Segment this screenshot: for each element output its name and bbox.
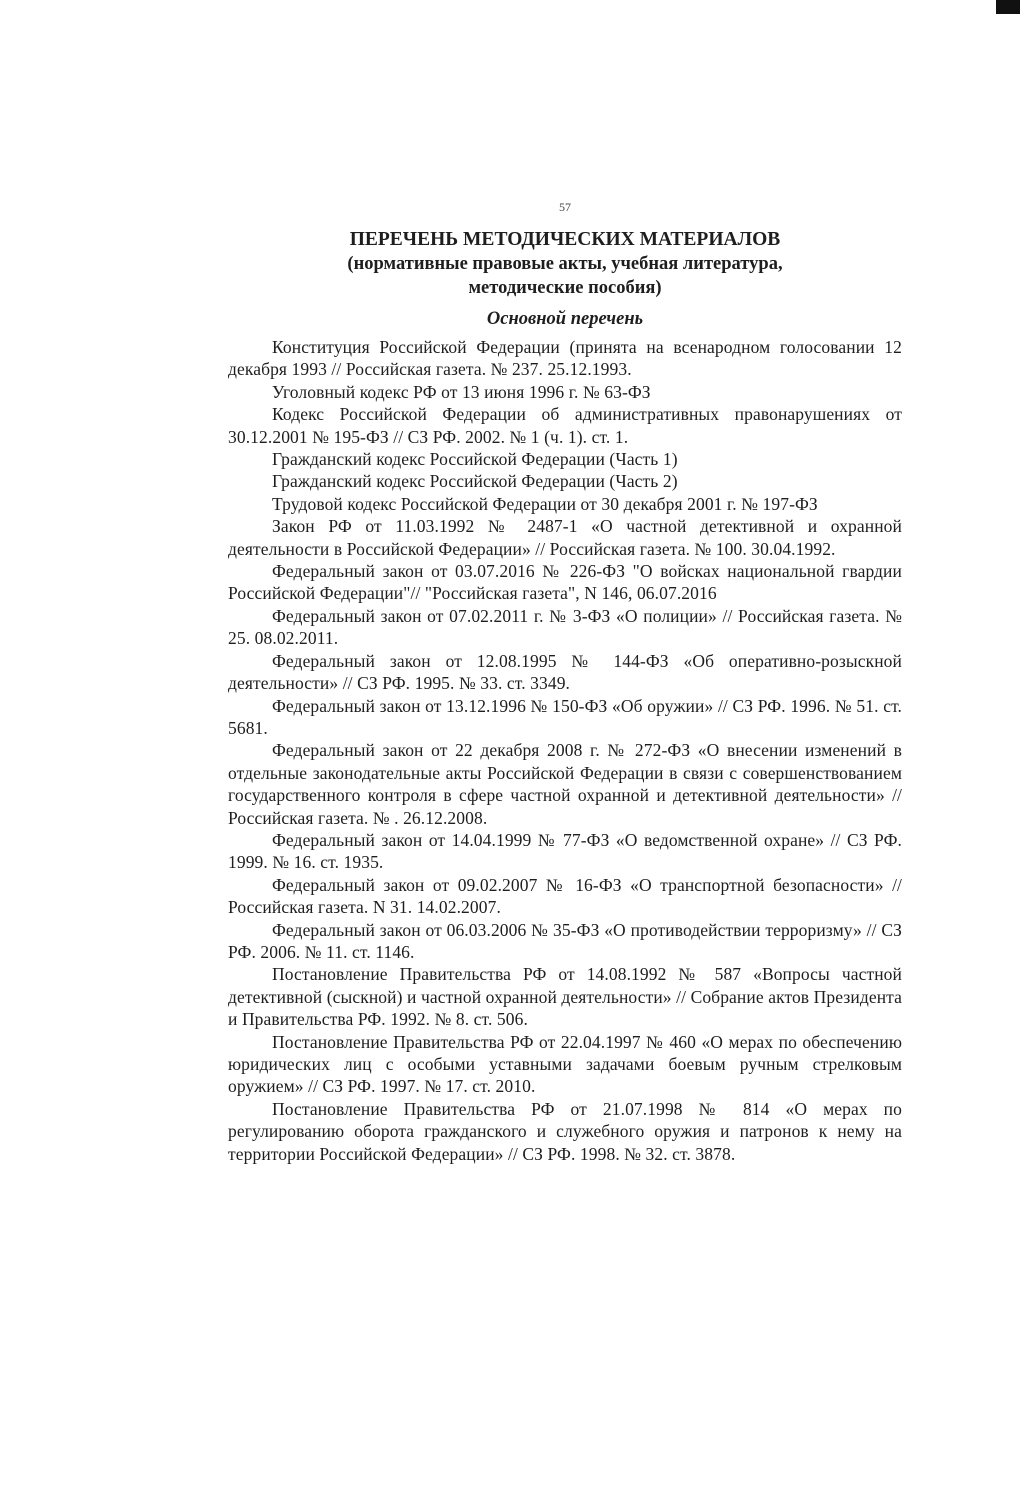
reference-item: Федеральный закон от 22 декабря 2008 г. № 272-ФЗ «О внесении изменений в отдельные законодательные акты Российской Федерации в связи с совершенствованием государственного контроля в сфере частной охранной и детективной деятельности» // Российская газета. № . 26.12.2008. — [228, 740, 902, 828]
reference-item: Федеральный закон от 14.04.1999 № 77-ФЗ «О ведомственной охране» // СЗ РФ. 1999. № 16. ст. 1935. — [228, 829, 902, 873]
document-subtitle-line-1: (нормативные правовые акты, учебная литература, — [347, 254, 783, 274]
reference-item: Федеральный закон от 07.02.2011 г. № 3-ФЗ «О полиции» // Российская газета. № 25. 08.02.2011. — [228, 605, 902, 649]
reference-item: Кодекс Российской Федерации об административных правонарушениях от 30.12.2001 № 195-ФЗ // СЗ РФ. 2002. № 1 (ч. 1). ст. 1. — [228, 404, 902, 447]
page-number: 57 — [559, 200, 571, 214]
document-heading — [228, 228, 902, 300]
reference-item: Федеральный закон от 13.12.1996 № 150-ФЗ «Об оружии» // СЗ РФ. 1996. № 51. ст. 5681. — [228, 695, 902, 738]
reference-item: Федеральный закон от 06.03.2006 № 35-ФЗ «О противодействии терроризму» // СЗ РФ. 2006. № 11. ст. 1146. — [228, 919, 902, 962]
reference-item: Уголовный кодекс РФ от 13 июня 1996 г. № 63-ФЗ — [272, 381, 651, 402]
reference-item: Федеральный закон от 03.07.2016 № 226-ФЗ "О войсках национальной гвардии Российской Федерации"// "Российская газета", N 146, 06.07.2016 — [228, 561, 902, 604]
reference-item: Постановление Правительства РФ от 22.04.1997 № 460 «О мерах по обеспечению юридических лиц с особыми уставными задачами боевым ручным стрелковым оружием» // СЗ РФ. 1997. № 17. ст. 2010. — [228, 1031, 902, 1097]
section-title: Основной перечень — [486, 309, 644, 329]
reference-list — [228, 336, 902, 1165]
reference-item: Гражданский кодекс Российской Федерации (Часть 2) — [272, 471, 678, 492]
reference-item: Федеральный закон от 09.02.2007 № 16-ФЗ «О транспортной безопасности» // Российская газета. N 31. 14.02.2007. — [228, 874, 902, 918]
scan-edge-mark — [996, 0, 1020, 14]
reference-item: Трудовой кодекс Российской Федерации от 30 декабря 2001 г. № 197-ФЗ — [272, 493, 818, 514]
document-title: ПЕРЕЧЕНЬ МЕТОДИЧЕСКИХ МАТЕРИАЛОВ — [349, 229, 781, 250]
reference-item: Постановление Правительства РФ от 14.08.1992 № 587 «Вопросы частной детективной (сыскной) и частной охранной деятельности» // Собрание актов Президента и Правительства РФ. 1992. № 8. ст. 506. — [228, 964, 902, 1030]
reference-item: Закон РФ от 11.03.1992 № 2487-1 «О частной детективной и охранной деятельности в Российской Федерации» // Российская газета. № 100. 30.04.1992. — [228, 516, 902, 559]
reference-item: Гражданский кодекс Российской Федерации (Часть 1) — [272, 449, 678, 470]
document-subtitle-line-2: методические пособия) — [468, 278, 662, 298]
reference-item: Постановление Правительства РФ от 21.07.1998 № 814 «О мерах по регулированию оборота гражданского и служебного оружия и патронов к нему на территории Российской Федерации» // СЗ РФ. 1998. № 32. ст. 3878. — [228, 1098, 902, 1164]
reference-item: Федеральный закон от 12.08.1995 № 144-ФЗ «Об оперативно-розыскной деятельности» // СЗ РФ. 1995. № 33. ст. 3349. — [228, 650, 902, 694]
reference-item: Конституция Российской Федерации (принята на всенародном голосовании 12 декабря 1993 // Российская газета. № 237. 25.12.1993. — [228, 337, 902, 380]
